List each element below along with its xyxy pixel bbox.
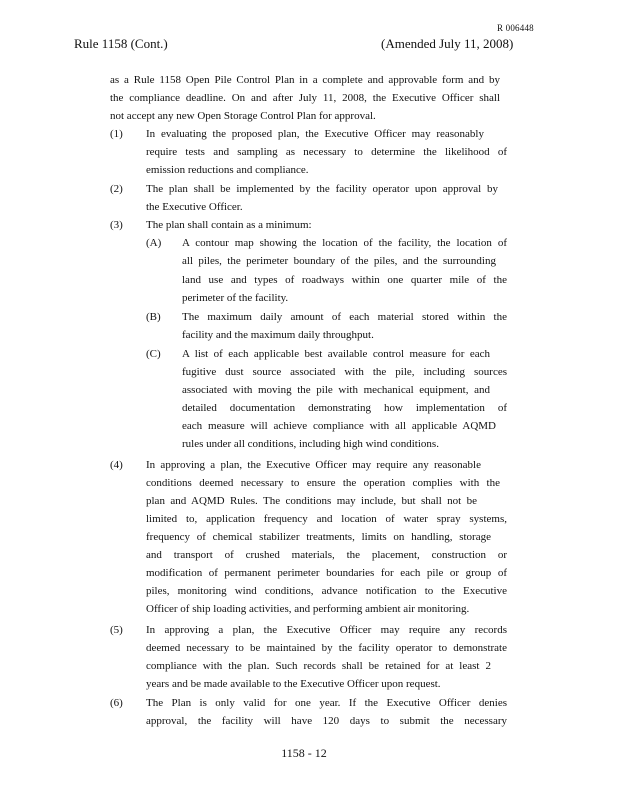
item-line: frequency of chemical stabilizer treatments, limits on handling, storage: [146, 531, 491, 543]
item-line: In approving a plan, the Executive Officer may require any reasonable: [146, 459, 481, 471]
subitem-letter: (B): [146, 311, 161, 323]
item-line: In approving a plan, the Executive Officer may require any records: [146, 624, 507, 636]
subitem-line: detailed documentation demonstrating how implementation of: [182, 402, 507, 414]
subitem-line: perimeter of the facility.: [182, 292, 289, 304]
item-line: conditions deemed necessary to ensure the operation complies with the: [146, 477, 500, 489]
intro-line: as a Rule 1158 Open Pile Control Plan in a complete and approvable form and by: [110, 74, 500, 86]
item-number: (5): [110, 624, 123, 636]
subitem-line: each measure will achieve compliance with all applicable AQMD: [182, 420, 496, 432]
item-number: (4): [110, 459, 123, 471]
subitem-letter: (C): [146, 348, 161, 360]
item-line: The Plan is only valid for one year. If the Executive Officer denies: [146, 697, 507, 709]
item-line: deemed necessary to be maintained by the facility operator to demonstrate: [146, 642, 507, 654]
item-line: The plan shall contain as a minimum:: [146, 219, 312, 231]
item-line: approval, the facility will have 120 days to submit the necessary: [146, 715, 507, 727]
intro-line: the compliance deadline. On and after July 11, 2008, the Executive Officer shall: [110, 92, 500, 104]
item-line: In evaluating the proposed plan, the Executive Officer may reasonably: [146, 128, 484, 140]
subitem-line: A contour map showing the location of the facility, the location of: [182, 237, 507, 249]
item-line: limited to, application frequency and location of water spray systems,: [146, 513, 507, 525]
item-line: Officer of ship loading activities, and performing ambient air monitoring.: [146, 603, 470, 615]
subitem-letter: (A): [146, 237, 162, 249]
subitem-line: facility and the maximum daily throughput.: [182, 329, 374, 341]
item-line: the Executive Officer.: [146, 201, 243, 213]
item-line: modification of permanent perimeter boundaries for each pile or group of: [146, 567, 507, 579]
item-number: (6): [110, 697, 123, 709]
item-number: (2): [110, 183, 123, 195]
subitem-line: The maximum daily amount of each material stored within the: [182, 311, 507, 323]
item-line: years and be made available to the Executive Officer upon request.: [146, 678, 441, 690]
item-line: compliance with the plan. Such records shall be retained for at least 2: [146, 660, 491, 672]
subitem-line: A list of each applicable best available control measure for each: [182, 348, 490, 360]
item-line: emission reductions and compliance.: [146, 164, 309, 176]
header-amended-date: (Amended July 11, 2008): [381, 36, 514, 51]
subitem-line: land use and types of roadways within one quarter mile of the: [182, 274, 507, 286]
subitem-line: rules under all conditions, including high wind conditions.: [182, 438, 439, 450]
item-line: require tests and sampling as necessary to determine the likelihood of: [146, 146, 507, 158]
subitem-line: all piles, the perimeter boundary of the piles, and the surrounding: [182, 255, 496, 267]
item-line: piles, monitoring wind conditions, advance notification to the Executive: [146, 585, 507, 597]
intro-line: not accept any new Open Storage Control Plan for approval.: [110, 110, 376, 122]
page-number: 1158 - 12: [281, 746, 327, 760]
subitem-line: associated with moving the pile with mechanical equipment, and: [182, 384, 490, 396]
item-number: (1): [110, 128, 123, 140]
item-line: plan and AQMD Rules. The conditions may include, but shall not be: [146, 495, 477, 507]
item-line: The plan shall be implemented by the facility operator upon approval by: [146, 183, 498, 195]
header-rule-title: Rule 1158 (Cont.): [74, 36, 168, 51]
subitem-line: fugitive dust source associated with the pile, including sources: [182, 366, 507, 378]
document-id: R 006448: [497, 23, 534, 33]
item-number: (3): [110, 219, 123, 231]
item-line: and transport of crushed materials, the placement, construction or: [146, 549, 507, 561]
